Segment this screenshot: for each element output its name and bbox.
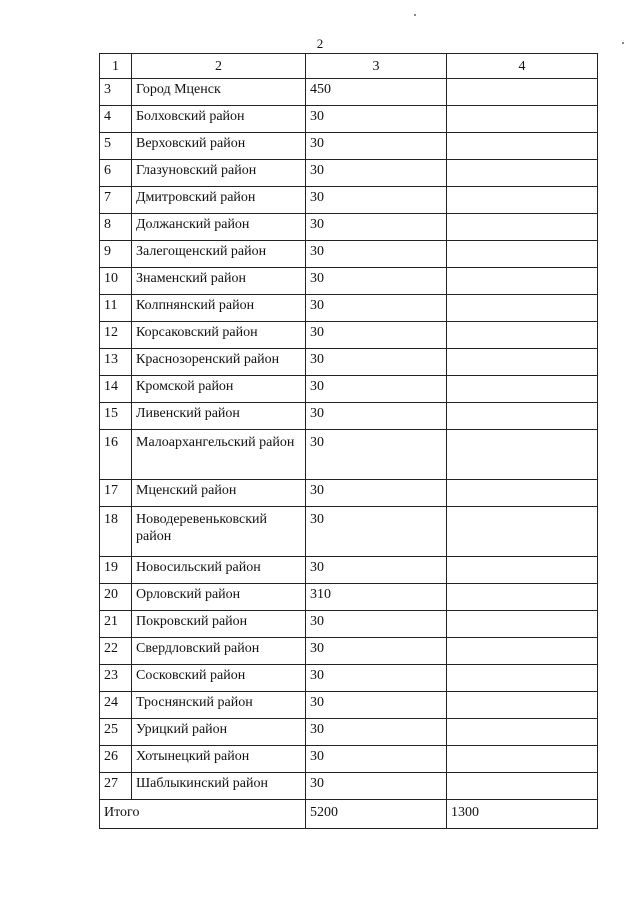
row-number-cell: 20 [100,584,132,611]
table-row [100,187,598,214]
district-name-cell: Новодеревеньковский район [132,507,306,557]
col3-value-cell: 30 [306,611,447,638]
col3-value-cell: 30 [306,106,447,133]
scan-speck [622,42,624,44]
district-name-cell: Малоархангельский район [132,430,306,480]
district-name-cell: Сосковский район [132,665,306,692]
col4-value-cell [447,584,598,611]
page-number: 2 [316,36,324,51]
col4-value-cell [447,376,598,403]
table-row [100,295,598,322]
col4-value-cell [447,638,598,665]
col3-value-cell: 30 [306,376,447,403]
col4-value-cell [447,665,598,692]
col4-value-cell [447,268,598,295]
row-number-cell: 7 [100,187,132,214]
col4-value-cell [447,557,598,584]
row-number-cell: 21 [100,611,132,638]
district-name-cell: Ливенский район [132,403,306,430]
district-name-cell: Колпнянский район [132,295,306,322]
table-row [100,507,598,557]
table-row [100,611,598,638]
district-name-cell: Корсаковский район [132,322,306,349]
col3-value-cell: 30 [306,241,447,268]
col3-value-cell: 30 [306,719,447,746]
table-row [100,349,598,376]
col3-value-cell: 30 [306,133,447,160]
district-name-cell: Болховский район [132,106,306,133]
table-row [100,241,598,268]
total-label: Итого [100,800,306,829]
row-number-cell: 27 [100,773,132,800]
row-number-cell: 15 [100,403,132,430]
district-name-cell: Залегощенский район [132,241,306,268]
row-number-cell: 8 [100,214,132,241]
table-row [100,557,598,584]
table-row [100,214,598,241]
table-row [100,133,598,160]
col3-value-cell: 30 [306,480,447,507]
col4-value-cell [447,480,598,507]
col3-value-cell: 30 [306,160,447,187]
row-number-cell: 26 [100,746,132,773]
col4-value-cell [447,349,598,376]
column-header-3: 3 [306,54,447,79]
col3-value-cell: 310 [306,584,447,611]
district-name-cell: Шаблыкинский район [132,773,306,800]
col4-value-cell [447,746,598,773]
table-row [100,692,598,719]
col4-value-cell [447,403,598,430]
district-name-cell: Новосильский район [132,557,306,584]
scan-speck [414,14,416,16]
table-row [100,160,598,187]
col3-value-cell: 30 [306,507,447,557]
col3-value-cell: 30 [306,638,447,665]
col4-value-cell [447,430,598,480]
col3-value-cell: 30 [306,295,447,322]
row-number-cell: 9 [100,241,132,268]
district-name-cell: Город Мценск [132,79,306,106]
district-name-cell: Верховский район [132,133,306,160]
district-name-cell: Должанский район [132,214,306,241]
row-number-cell: 14 [100,376,132,403]
row-number-cell: 4 [100,106,132,133]
col4-value-cell [447,692,598,719]
row-number-cell: 3 [100,79,132,106]
col3-value-cell: 30 [306,557,447,584]
table-row [100,584,598,611]
table-row [100,106,598,133]
total-col4: 1300 [447,800,598,829]
table-row [100,665,598,692]
row-number-cell: 18 [100,507,132,557]
col4-value-cell [447,322,598,349]
row-number-cell: 11 [100,295,132,322]
col3-value-cell: 30 [306,187,447,214]
col3-value-cell: 30 [306,430,447,480]
col4-value-cell [447,773,598,800]
allocation-table [99,53,598,829]
col3-value-cell: 30 [306,322,447,349]
row-number-cell: 16 [100,430,132,480]
col4-value-cell [447,295,598,322]
col3-value-cell: 30 [306,268,447,295]
district-name-cell: Глазуновский район [132,160,306,187]
district-name-cell: Знаменский район [132,268,306,295]
col4-value-cell [447,241,598,268]
district-name-cell: Кромской район [132,376,306,403]
row-number-cell: 25 [100,719,132,746]
col4-value-cell [447,507,598,557]
table-row [100,322,598,349]
table-row [100,430,598,480]
district-name-cell: Урицкий район [132,719,306,746]
table-header-row [100,54,598,79]
col4-value-cell [447,611,598,638]
col4-value-cell [447,106,598,133]
district-name-cell: Дмитровский район [132,187,306,214]
col3-value-cell: 450 [306,79,447,106]
col3-value-cell: 30 [306,214,447,241]
row-number-cell: 10 [100,268,132,295]
column-header-4: 4 [447,54,598,79]
table-row [100,403,598,430]
table-row [100,719,598,746]
row-number-cell: 24 [100,692,132,719]
row-number-cell: 6 [100,160,132,187]
col3-value-cell: 30 [306,773,447,800]
district-name-cell: Покровский район [132,611,306,638]
col4-value-cell [447,160,598,187]
table-row [100,638,598,665]
column-header-1: 1 [100,54,132,79]
col3-value-cell: 30 [306,692,447,719]
district-name-cell: Орловский район [132,584,306,611]
district-name-cell: Краснозоренский район [132,349,306,376]
col3-value-cell: 30 [306,349,447,376]
row-number-cell: 19 [100,557,132,584]
district-name-cell: Хотынецкий район [132,746,306,773]
col3-value-cell: 30 [306,665,447,692]
col3-value-cell: 30 [306,746,447,773]
row-number-cell: 5 [100,133,132,160]
total-row [100,800,598,829]
district-name-cell: Свердловский район [132,638,306,665]
col3-value-cell: 30 [306,403,447,430]
table-row [100,773,598,800]
table-row [100,746,598,773]
col4-value-cell [447,133,598,160]
col4-value-cell [447,719,598,746]
table-row [100,79,598,106]
district-name-cell: Мценский район [132,480,306,507]
column-header-2: 2 [132,54,306,79]
col4-value-cell [447,187,598,214]
table-row [100,376,598,403]
row-number-cell: 23 [100,665,132,692]
district-name-cell: Троснянский район [132,692,306,719]
col4-value-cell [447,79,598,106]
row-number-cell: 22 [100,638,132,665]
row-number-cell: 13 [100,349,132,376]
row-number-cell: 12 [100,322,132,349]
table-row [100,480,598,507]
row-number-cell: 17 [100,480,132,507]
total-col3: 5200 [306,800,447,829]
col4-value-cell [447,214,598,241]
table-row [100,268,598,295]
